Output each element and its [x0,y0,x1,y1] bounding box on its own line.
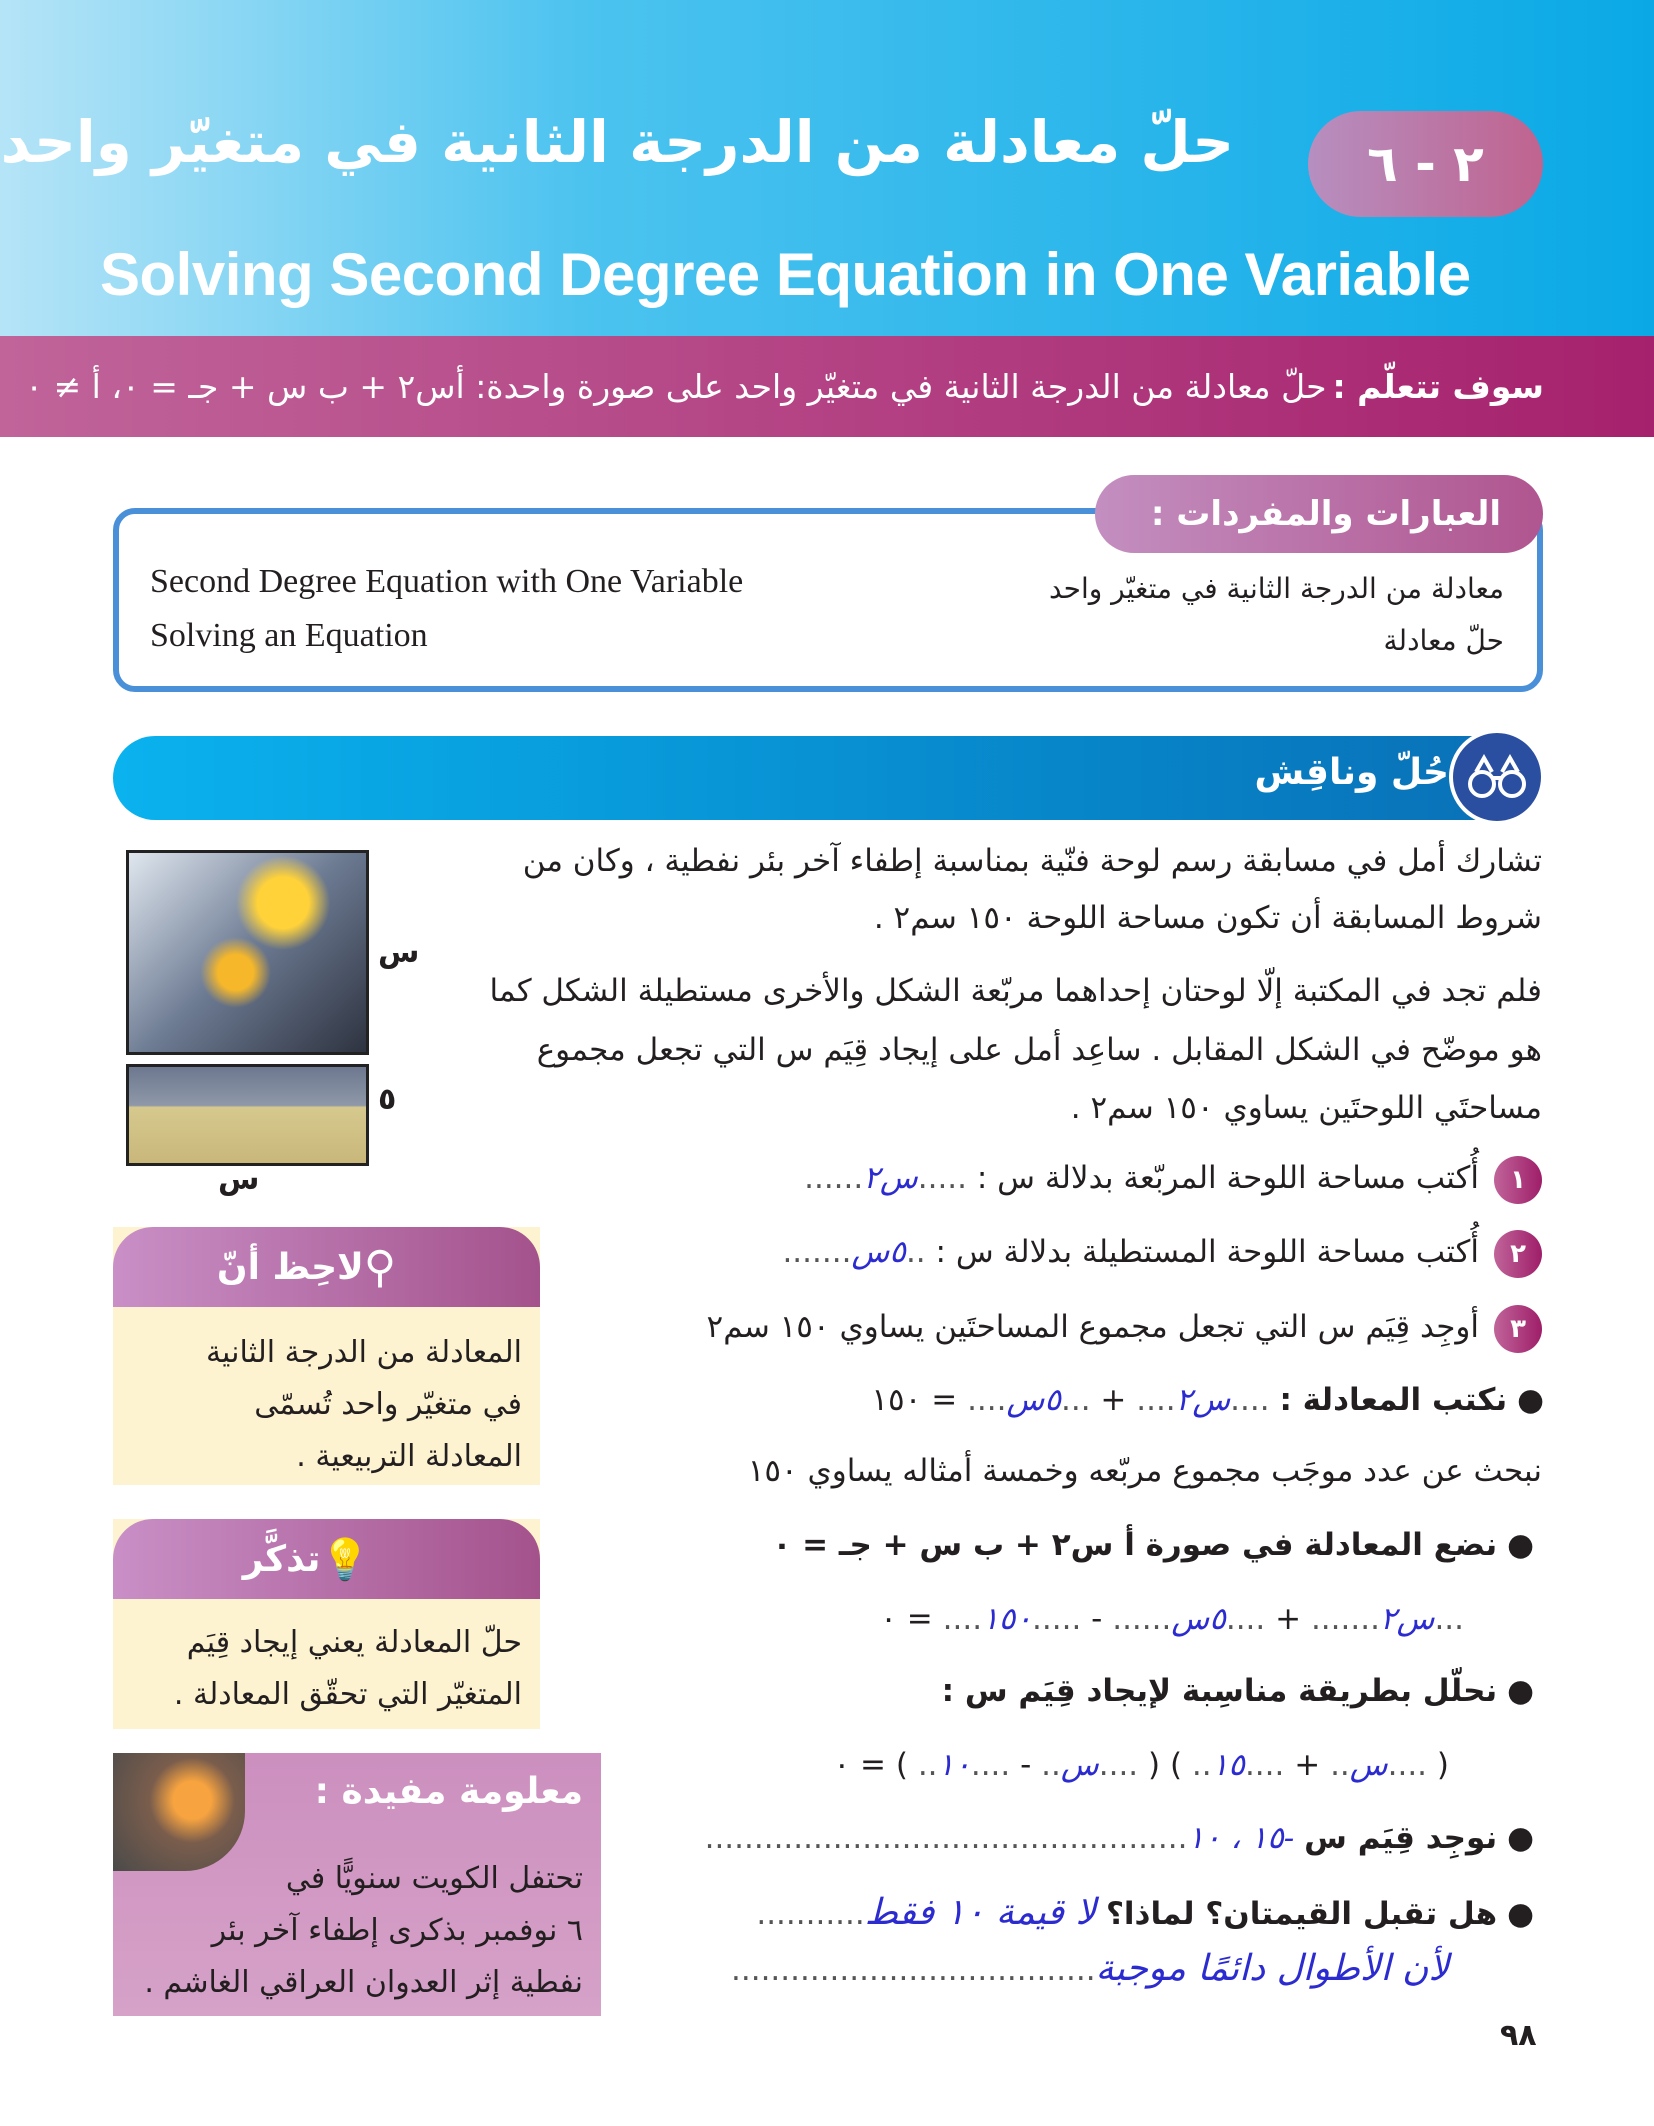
lightbulb-icon: 💡 [320,1536,371,1583]
remember-text [174,1617,522,1721]
square-side-label: س [378,935,420,970]
vocabulary-title: العبارات والمفردات : [1095,475,1543,553]
notice-line: المعادلة من الدرجة الثانية [205,1335,522,1370]
eq-rhs: = ٠ [880,1601,933,1637]
remember-line: حلّ المعادلة يعني إيجاد قِيَم [186,1625,522,1660]
answer-factor-2a[interactable]: س [1060,1747,1099,1783]
info-title: معلومة مفيدة : [314,1771,583,1812]
answer-std-b[interactable]: ٥س [1171,1601,1226,1637]
remember-box [113,1519,540,1729]
paragraph-line: شروط المسابقة أن تكون مساحة اللوحة ١٥٠ سم٢ . [873,900,1542,936]
answer-factor-1a[interactable]: س [1349,1747,1388,1783]
page-number: ٩٨ [1500,2018,1537,2053]
standard-form-line: ...س٢....... + ....٥س...... - .....١٥٠.... = ٠ [880,1601,1464,1637]
binoculars-icon [1449,729,1545,825]
eq-rhs: = ١٥٠ [871,1382,958,1418]
square-painting-image [126,850,369,1055]
oil-fire-image [113,1753,245,1871]
notice-text [206,1327,522,1483]
step-label: نضع المعادلة في صورة أ س٢ + ب س + جـ = ٠ [772,1527,1498,1563]
notice-line: في متغيّر واحد تُسمّى [254,1387,522,1422]
step-label: هل تقبل القيمتان؟ لماذا؟ [1105,1896,1498,1932]
discuss-title: حُلّ وناقِش [1254,752,1449,793]
notice-header [113,1227,540,1307]
paragraph-line: هو موضّح في الشكل المقابل . ساعِد أمل على إيجاد قِيَم س التي تجعل مجموع [536,1032,1542,1068]
info-line: تحتفل الكويت سنويًّا في [285,1861,583,1896]
question-2: أُكتب مساحة اللوحة المستطيلة بدلالة س : ..٥س....... [782,1234,1479,1270]
search-text: نبحث عن عدد موجَب مجموع مربّعه وخمسة أمثاله يساوي ١٥٠ [747,1453,1542,1489]
magnifier-icon: ⚲ [363,1241,397,1293]
accept-reason-line: لأن الأطوال دائمًا موجبة..................................... [731,1948,1449,1989]
factor-line: ( ....س.. + ....١٥.. ) ( ....س.. - ....١٠.. ) = ٠ [833,1747,1449,1783]
step-label: نحلّل بطريقة مناسِبة لإيجاد قِيَم س : [941,1673,1498,1709]
lesson-title-arabic: حلّ معادلة من الدرجة الثانية في متغيّر واحد [0,108,1234,176]
factor-step: ● نحلّل بطريقة مناسِبة لإيجاد قِيَم س : [941,1673,1534,1709]
paragraph-line: تشارك أمل في مسابقة رسم لوحة فنّية بمناسبة إطفاء آخر بئر نفطية ، وكان من [522,843,1542,879]
info-text [144,1853,583,2009]
info-line: ٦ نوفمبر بذكرى إطفاء آخر بئر [211,1913,583,1948]
question-number: ١ [1494,1156,1542,1204]
lesson-number-badge: ٢ - ٦ [1308,111,1543,217]
question-3: أوجِد قِيَم س التي تجعل مجموع المساحتَين يساوي ١٥٠ سم٢ [706,1309,1479,1345]
vocab-en-2: Solving an Equation [150,617,428,654]
answer-std-a[interactable]: س٢ [1379,1601,1435,1637]
rectangle-painting-image [126,1064,369,1166]
info-line: نفطية إثر العدوان العراقي الغاشم . [144,1965,583,2000]
paragraph-line: فلم تجد في المكتبة إلّا لوحتان إحداهما مربّعة الشكل والأخرى مستطيلة الشكل كما [489,973,1542,1009]
lesson-title-english: Solving Second Degree Equation in One Variable [100,241,1471,308]
remember-header [113,1519,540,1599]
remember-line: المتغيّر التي تحقّق المعادلة . [173,1677,522,1712]
step-label: نكتب المعادلة : [1279,1382,1508,1418]
vocab-en-1: Second Degree Equation with One Variable [150,563,744,600]
answer-std-c[interactable]: ١٥٠ [982,1601,1033,1637]
accept-step: ● هل تقبل القيمتان؟ لماذا؟ لا قيمة ١٠ فقط........... [756,1892,1534,1933]
answer-reason[interactable]: لأن الأطوال دائمًا موجبة [1095,1948,1449,1989]
question-text: أُكتب مساحة اللوحة المستطيلة بدلالة س : [935,1234,1479,1270]
vocab-ar-2: حلّ معادلة [1383,624,1504,657]
answer-values[interactable]: -١٥ ، ١٠ [1187,1820,1295,1856]
answer-eq-a[interactable]: س٢ [1175,1382,1231,1418]
learning-objective-bar [0,336,1654,437]
rect-height-label: ٥ [378,1082,397,1117]
step-label: نوجِد قِيَم س [1304,1820,1498,1856]
notice-box [113,1227,540,1485]
answer-factor-1b[interactable]: ١٥ [1211,1747,1245,1783]
standard-form-step: ● نضع المعادلة في صورة أ س٢ + ب س + جـ = ٠ [772,1527,1534,1563]
notice-title: لاحِظ أنّ [216,1246,364,1288]
learn-label: سوف تتعلّم : [1332,367,1544,406]
values-step: ● نوجِد قِيَم س -١٥ ، ١٠................................................. [704,1820,1534,1856]
question-text: أُكتب مساحة اللوحة المربّعة بدلالة س : [976,1160,1479,1196]
eq-rhs: = ٠ [833,1747,886,1783]
answer-eq-b[interactable]: ٥س [1006,1382,1061,1418]
answer-2[interactable]: ٥س [851,1234,906,1270]
question-number: ٣ [1494,1305,1542,1353]
learn-text: حلّ معادلة من الدرجة الثانية في متغيّر واحد على صورة واحدة: أس٢ + ب س + جـ = ٠، أ ≠ ٠ [25,367,1327,406]
notice-line: المعادلة التربيعية . [296,1439,522,1474]
write-equation-step: ● نكتب المعادلة : ....س٢.... + ...٥س.... = ١٥٠ [871,1382,1544,1418]
answer-accept[interactable]: لا قيمة ١٠ فقط [864,1892,1097,1933]
question-number: ٢ [1494,1230,1542,1278]
answer-1[interactable]: س٢ [863,1160,918,1196]
paragraph-line: مساحتَي اللوحتَين يساوي ١٥٠ سم٢ . [1070,1090,1542,1126]
answer-factor-2b[interactable]: ١٠ [937,1747,971,1783]
vocab-ar-1: معادلة من الدرجة الثانية في متغيّر واحد [1048,572,1504,605]
rect-width-label: س [218,1162,260,1197]
remember-title: تذكَّر [242,1538,321,1580]
question-1: أُكتب مساحة اللوحة المربّعة بدلالة س : .....س٢...... [804,1160,1479,1196]
